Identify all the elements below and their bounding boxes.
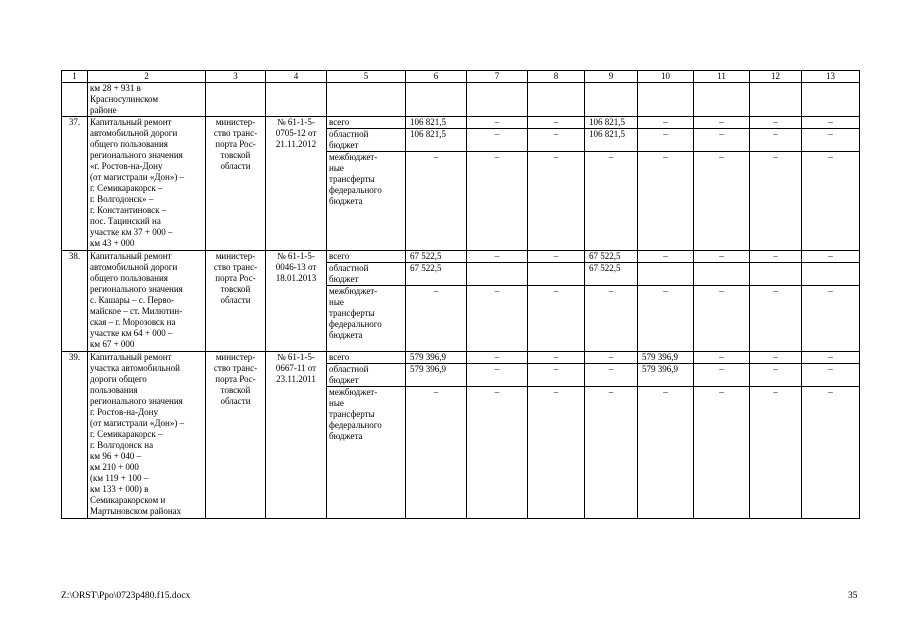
approval-doc-line: 21.11.2012	[275, 139, 317, 149]
object-name-line: общего пользования	[90, 273, 168, 283]
object-name-line: г. Волгодонск на	[90, 440, 154, 450]
object-name-line: Капитальный ремонт	[90, 251, 172, 261]
value-cell: –	[467, 352, 528, 364]
funding-source-line: федерального	[329, 420, 382, 430]
file-path: Z:\ORST\Ppo\0723p480.f15.docx	[61, 591, 191, 601]
value-cell: –	[694, 352, 750, 364]
page-number: 35	[848, 591, 858, 601]
empty-cell	[802, 83, 860, 117]
customer-line: министер-	[215, 251, 256, 261]
value-cell: –	[750, 152, 802, 251]
customer-line: министер-	[215, 352, 256, 362]
funding-source-line: бюджет	[329, 140, 359, 150]
object-name-line: пользования	[90, 385, 138, 395]
object-name-line: км 96 + 040 –	[90, 451, 142, 461]
value-cell: –	[750, 286, 802, 352]
column-number-cell: 12	[750, 71, 802, 83]
funding-source-line: бюджета	[329, 431, 363, 441]
value-cell: –	[467, 251, 528, 263]
value-cell: –	[585, 352, 638, 364]
value-cell: –	[585, 387, 638, 519]
column-number-cell: 13	[802, 71, 860, 83]
column-number-cell: 6	[406, 71, 467, 83]
customer-cell	[206, 251, 266, 352]
funding-source-line: федерального	[329, 319, 382, 329]
object-name-line: регионального значения	[90, 150, 183, 160]
value-cell: –	[585, 286, 638, 352]
funding-source-line: областной	[329, 263, 369, 273]
approval-doc-cell	[266, 117, 327, 251]
object-name-line: «г. Ростов-на-Дону	[90, 161, 163, 171]
customer-line: ство транс-	[213, 262, 258, 272]
funding-source-line: бюджет	[329, 375, 359, 385]
object-name-line: км 133 + 000) в	[90, 484, 149, 494]
funding-source-line: ные	[329, 297, 344, 307]
object-name-line: автомобильной дороги	[90, 128, 178, 138]
object-name-line: (от магистрали «Дон») –	[90, 172, 185, 182]
object-name-line: км 28 + 931 в	[90, 83, 141, 93]
value-cell: –	[802, 364, 860, 387]
value-cell: –	[802, 251, 860, 263]
value-cell: –	[694, 251, 750, 263]
value-cell: 106 821,5	[585, 129, 638, 152]
table-row	[62, 251, 860, 263]
customer-line: порта Рос-	[215, 374, 256, 384]
approval-doc-line: № 61-1-5-	[277, 352, 315, 362]
object-name-line: с. Кашары – с. Перво-	[90, 295, 175, 305]
customer-line: товской	[220, 284, 251, 294]
value-cell: –	[528, 117, 585, 129]
object-name-line: г. Волгодонск» –	[90, 194, 154, 204]
object-name-line: регионального значения	[90, 396, 183, 406]
table-body	[62, 71, 860, 519]
funding-source-line: областной	[329, 129, 369, 139]
value-cell: –	[802, 129, 860, 152]
funding-source-cell	[327, 251, 406, 263]
funding-source-line: всего	[329, 117, 350, 127]
customer-line: товской	[220, 385, 251, 395]
value-cell: –	[406, 286, 467, 352]
funding-source-cell	[327, 152, 406, 251]
approval-doc-line: 23.11.2011	[276, 374, 316, 384]
funding-source-line: федерального	[329, 185, 382, 195]
funding-source-line: межбюджет-	[329, 387, 378, 397]
value-cell	[694, 263, 750, 286]
customer-cell	[206, 352, 266, 519]
value-cell: –	[694, 129, 750, 152]
funding-source-cell	[327, 117, 406, 129]
empty-cell	[694, 83, 750, 117]
value-cell	[528, 263, 585, 286]
object-name-cell	[88, 352, 206, 519]
object-name-line: дороги общего	[90, 374, 147, 384]
value-cell: –	[467, 117, 528, 129]
value-cell: –	[750, 387, 802, 519]
funding-source-line: ные	[329, 163, 344, 173]
customer-line: министер-	[215, 117, 256, 127]
row-number-cell: 38.	[62, 251, 88, 352]
funding-source-line: всего	[329, 352, 350, 362]
object-name-line: Капитальный ремонт	[90, 352, 172, 362]
empty-cell	[266, 83, 327, 117]
object-name-line: г. Семикаракорск –	[90, 429, 163, 439]
value-cell: –	[750, 129, 802, 152]
value-cell: –	[802, 117, 860, 129]
customer-line: ство транс-	[213, 128, 258, 138]
customer-line: области	[220, 161, 251, 171]
approval-doc-line: 0705-12 от	[275, 128, 317, 138]
value-cell: –	[802, 152, 860, 251]
funding-source-line: областной	[329, 364, 369, 374]
empty-cell	[406, 83, 467, 117]
column-number-cell: 4	[266, 71, 327, 83]
funding-source-cell	[327, 352, 406, 364]
header-row	[62, 71, 860, 83]
empty-cell	[750, 83, 802, 117]
object-name-line: Семикаракорском и	[90, 495, 166, 505]
value-cell: –	[750, 352, 802, 364]
empty-cell	[206, 83, 266, 117]
approval-doc-line: 0667-11 от	[275, 363, 317, 373]
object-name-cell	[88, 117, 206, 251]
funding-source-cell	[327, 364, 406, 387]
funding-source-cell	[327, 387, 406, 519]
value-cell: –	[802, 352, 860, 364]
value-cell	[467, 263, 528, 286]
customer-line: области	[220, 295, 251, 305]
table-row	[62, 117, 860, 129]
object-name-line: регионального значения	[90, 284, 183, 294]
funding-source-cell	[327, 286, 406, 352]
object-name-line: км 43 + 000	[90, 238, 135, 248]
approval-doc-cell	[266, 352, 327, 519]
object-name-line: автомобильной дороги	[90, 262, 178, 272]
column-number-cell: 2	[88, 71, 206, 83]
object-name-line: Красносулинском	[90, 94, 159, 104]
value-cell: 579 396,9	[406, 352, 467, 364]
value-cell: –	[750, 364, 802, 387]
value-cell: –	[750, 251, 802, 263]
value-cell: –	[585, 152, 638, 251]
column-number-cell: 5	[327, 71, 406, 83]
object-name-line: пос. Тацинский на	[90, 216, 161, 226]
value-cell: –	[694, 117, 750, 129]
object-name-line: г. Ростов-на-Дону	[90, 407, 159, 417]
funding-source-line: межбюджет-	[329, 286, 378, 296]
row-number-cell: 39.	[62, 352, 88, 519]
value-cell: –	[638, 152, 694, 251]
value-cell: –	[528, 152, 585, 251]
value-cell: 106 821,5	[406, 117, 467, 129]
customer-line: порта Рос-	[215, 139, 256, 149]
value-cell: –	[528, 364, 585, 387]
value-cell: 67 522,5	[406, 251, 467, 263]
object-name-line: общего пользования	[90, 139, 168, 149]
approval-doc-line: № 61-1-5-	[277, 117, 315, 127]
customer-line: области	[220, 396, 251, 406]
value-cell: –	[467, 364, 528, 387]
value-cell: –	[528, 387, 585, 519]
funding-source-line: трансферты	[329, 174, 375, 184]
empty-cell	[467, 83, 528, 117]
value-cell: 67 522,5	[406, 263, 467, 286]
object-name-line: г. Константиновск –	[90, 205, 167, 215]
value-cell: 579 396,9	[638, 364, 694, 387]
value-cell: 579 396,9	[406, 364, 467, 387]
object-name-line: (от магистрали «Дон») –	[90, 418, 185, 428]
column-number-cell: 7	[467, 71, 528, 83]
object-name-cell	[88, 251, 206, 352]
value-cell: –	[694, 364, 750, 387]
value-cell: –	[802, 387, 860, 519]
approval-doc-line: 18.01.2013	[275, 273, 317, 283]
value-cell: –	[528, 286, 585, 352]
value-cell: –	[694, 387, 750, 519]
value-cell: 67 522,5	[585, 251, 638, 263]
object-name-line: Капитальный ремонт	[90, 117, 172, 127]
value-cell: 579 396,9	[638, 352, 694, 364]
value-cell: 106 821,5	[585, 117, 638, 129]
object-name-line: майское – ст. Милютин-	[90, 306, 183, 316]
value-cell: –	[406, 152, 467, 251]
value-cell: –	[528, 251, 585, 263]
value-cell: –	[694, 286, 750, 352]
value-cell: –	[638, 251, 694, 263]
funding-source-line: бюджета	[329, 330, 363, 340]
empty-cell	[327, 83, 406, 117]
funding-source-line: всего	[329, 251, 350, 261]
column-number-cell: 10	[638, 71, 694, 83]
object-name-line: км 210 + 000	[90, 462, 139, 472]
funding-source-line: межбюджет-	[329, 152, 378, 162]
customer-line: товской	[220, 150, 251, 160]
table-row	[62, 352, 860, 364]
object-name-line: км 67 + 000	[90, 339, 135, 349]
object-name-line: г. Семикаракорск –	[90, 183, 163, 193]
funding-source-line: ные	[329, 398, 344, 408]
column-number-cell: 8	[528, 71, 585, 83]
funding-source-line: трансферты	[329, 308, 375, 318]
value-cell: 106 821,5	[406, 129, 467, 152]
value-cell: –	[638, 387, 694, 519]
object-name-cell	[88, 83, 206, 117]
funding-source-line: бюджета	[329, 196, 363, 206]
value-cell: –	[467, 286, 528, 352]
customer-line: ство транс-	[213, 363, 258, 373]
approval-doc-line: 0046-13 от	[275, 262, 317, 272]
empty-cell	[528, 83, 585, 117]
funding-source-cell	[327, 129, 406, 152]
value-cell	[638, 263, 694, 286]
column-number-cell: 9	[585, 71, 638, 83]
object-name-line: участке км 64 + 000 –	[90, 328, 173, 338]
continuation-row	[62, 83, 860, 117]
column-number-cell: 1	[62, 71, 88, 83]
funding-source-line: бюджет	[329, 274, 359, 284]
object-name-line: районе	[90, 105, 117, 115]
row-number-cell: 37.	[62, 117, 88, 251]
value-cell	[802, 263, 860, 286]
value-cell: –	[467, 129, 528, 152]
object-name-line: ская – г. Морозовск на	[90, 317, 176, 327]
value-cell: –	[638, 117, 694, 129]
value-cell: –	[694, 152, 750, 251]
approval-doc-line: № 61-1-5-	[277, 251, 315, 261]
program-table	[61, 70, 860, 519]
funding-source-line: трансферты	[329, 409, 375, 419]
funding-source-cell	[327, 263, 406, 286]
column-number-cell: 11	[694, 71, 750, 83]
customer-line: порта Рос-	[215, 273, 256, 283]
customer-cell	[206, 117, 266, 251]
value-cell: –	[638, 129, 694, 152]
column-number-cell: 3	[206, 71, 266, 83]
value-cell: –	[750, 117, 802, 129]
value-cell: –	[528, 352, 585, 364]
value-cell: 67 522,5	[585, 263, 638, 286]
object-name-line: Мартыновском районах	[90, 506, 182, 516]
value-cell: –	[528, 129, 585, 152]
value-cell: –	[467, 387, 528, 519]
value-cell: –	[406, 387, 467, 519]
object-name-line: участке км 37 + 000 –	[90, 227, 173, 237]
object-name-line: (км 119 + 100 –	[90, 473, 149, 483]
value-cell: –	[638, 286, 694, 352]
object-name-line: участка автомобильной	[90, 363, 180, 373]
value-cell: –	[467, 152, 528, 251]
value-cell: –	[802, 286, 860, 352]
approval-doc-cell	[266, 251, 327, 352]
empty-cell	[638, 83, 694, 117]
empty-cell	[585, 83, 638, 117]
value-cell	[750, 263, 802, 286]
empty-cell	[62, 83, 88, 117]
value-cell: –	[585, 364, 638, 387]
